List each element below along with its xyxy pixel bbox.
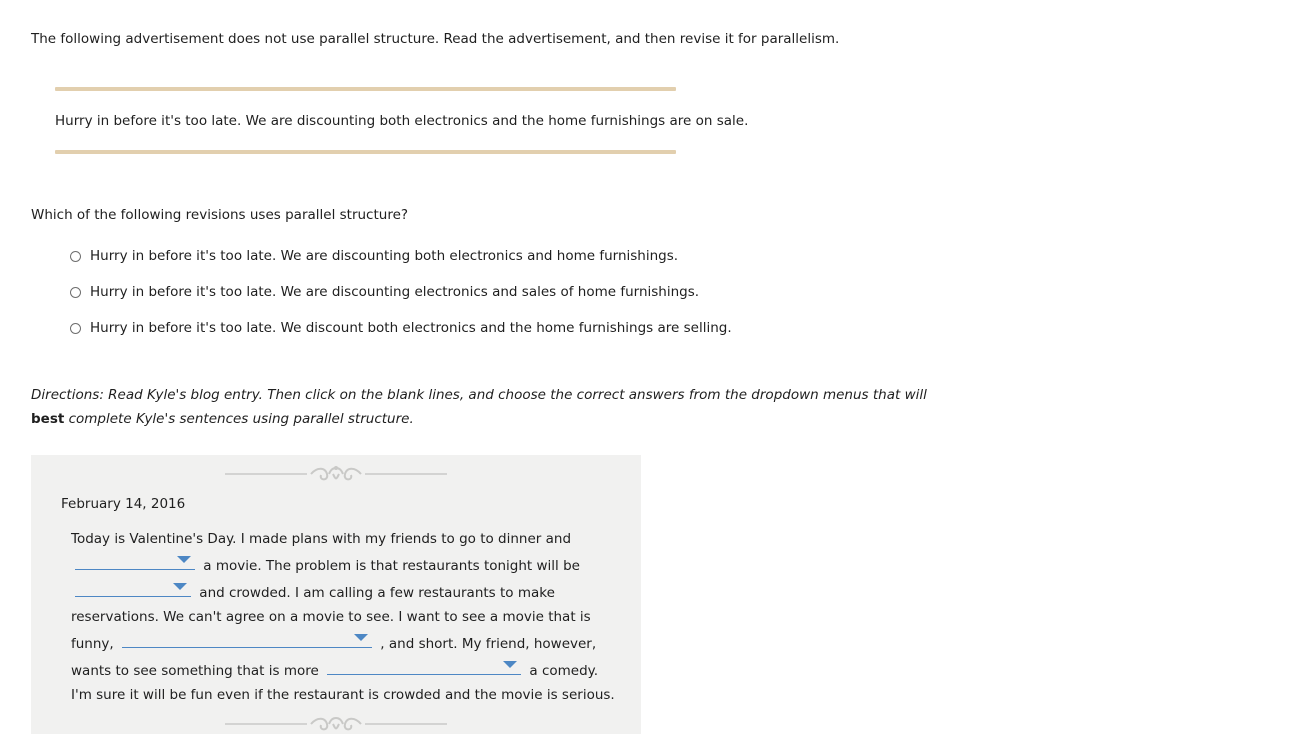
blog-text: a movie. The problem is that restaurants tonight will be xyxy=(203,558,580,574)
blog-date: February 14, 2016 xyxy=(61,496,186,512)
answer-option[interactable] xyxy=(70,318,732,338)
directions-part: Directions: Read Kyle's blog entry. Then click on the blank lines, and choose the correct answers from the dropdown menus that will xyxy=(31,387,927,403)
chevron-down-icon[interactable] xyxy=(173,583,187,590)
dropdown-blank-4[interactable] xyxy=(327,656,521,675)
flourish-ornament-icon xyxy=(221,463,451,485)
radio-button[interactable] xyxy=(70,251,81,262)
directions-part: complete Kyle's sentences using parallel structure. xyxy=(64,411,414,427)
option-label[interactable]: Hurry in before it's too late. We are discounting both electronics and home furnishings. xyxy=(90,248,679,264)
radio-button[interactable] xyxy=(70,323,81,334)
dropdown-blank-3[interactable] xyxy=(122,629,372,648)
dropdown-blank-2[interactable] xyxy=(75,578,191,597)
chevron-down-icon[interactable] xyxy=(177,556,191,563)
option-label[interactable]: Hurry in before it's too late. We are discounting electronics and sales of home furnishings. xyxy=(90,284,700,300)
dropdown-blank-1[interactable] xyxy=(75,551,195,570)
blog-text: , and short. My friend, however, wants to see something that is more xyxy=(71,636,597,679)
advertisement-bottom-rule xyxy=(55,150,676,154)
chevron-down-icon[interactable] xyxy=(354,634,368,641)
option-label[interactable]: Hurry in before it's too late. We discount both electronics and the home furnishings are selling. xyxy=(90,320,732,336)
blog-text: and crowded. I am calling a few restaurants to make reservations. We can't agree on a movie to see. I want to see a movie that is funny, xyxy=(71,585,591,652)
radio-button[interactable] xyxy=(70,287,81,298)
blog-entry xyxy=(31,455,641,734)
answer-option[interactable] xyxy=(70,246,732,266)
blog-text: Today is Valentine's Day. I made plans with my friends to go to dinner and xyxy=(71,531,572,547)
blog-body xyxy=(71,527,616,707)
blog-text: a comedy. I'm sure it will be fun even if the restaurant is crowded and the movie is serious. xyxy=(71,663,615,703)
answer-option[interactable] xyxy=(70,282,732,302)
chevron-down-icon[interactable] xyxy=(503,661,517,668)
advertisement-text: Hurry in before it's too late. We are discounting both electronics and the home furnishings are on sale. xyxy=(55,113,749,129)
question-text: Which of the following revisions uses parallel structure? xyxy=(31,207,409,223)
advertisement-top-rule xyxy=(55,87,676,91)
directions-emphasis: best xyxy=(31,411,65,427)
answer-options xyxy=(70,246,732,354)
directions-text xyxy=(31,383,941,431)
flourish-ornament-icon xyxy=(221,713,451,734)
intro-text: The following advertisement does not use parallel structure. Read the advertisement, and then revise it for parallelism. xyxy=(31,31,840,47)
advertisement-box xyxy=(55,87,749,129)
